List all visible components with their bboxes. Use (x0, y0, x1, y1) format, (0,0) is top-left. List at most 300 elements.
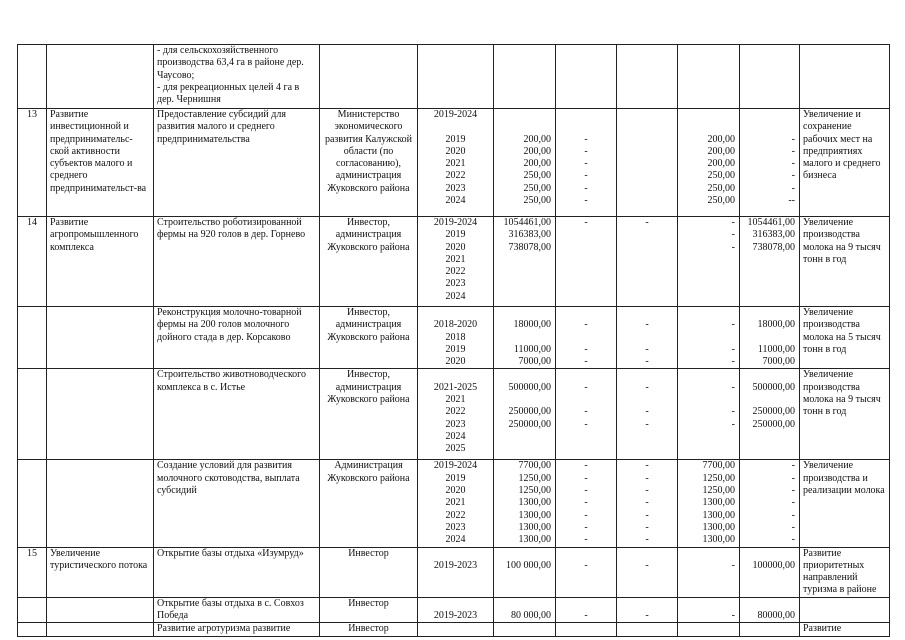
years-cell-value: 2020 (445, 145, 466, 157)
federal-budget-cell-value: - (584, 319, 588, 331)
years-cell-value: 2025 (445, 443, 466, 455)
regional-budget-cell-value (620, 307, 674, 319)
local-budget-cell-value: - (731, 356, 735, 368)
total-amount-cell (494, 45, 556, 109)
expected-result-cell (800, 307, 890, 369)
event-cell-text: Строительство животноводческого комплекса в с. Истье (157, 369, 307, 393)
local-budget-cell-value (681, 121, 735, 133)
total-amount-cell-value (497, 109, 551, 121)
regional-budget-cell-value: - (645, 460, 649, 472)
event-cell (154, 307, 320, 369)
total-amount-cell (494, 307, 556, 369)
extra-budget-cell-value: - (791, 182, 795, 194)
total-amount-cell-value: 250,00 (523, 195, 551, 207)
local-budget-cell-value (681, 109, 735, 121)
table-row (18, 597, 890, 623)
federal-budget-cell-value: - (584, 472, 588, 484)
federal-budget-cell-value (559, 242, 613, 254)
executor-cell (320, 460, 418, 547)
event-cell (154, 547, 320, 597)
years-cell-value: 2020 (445, 485, 466, 497)
regional-budget-cell-value (620, 278, 674, 290)
local-budget-cell-value: - (731, 343, 735, 355)
regional-budget-cell-value: - (645, 497, 649, 509)
federal-budget-cell-value (559, 229, 613, 241)
total-amount-cell-value: 200,00 (523, 133, 551, 145)
federal-budget-cell-value (559, 291, 613, 303)
executor-cell (320, 623, 418, 637)
regional-budget-cell-value (620, 431, 674, 443)
extra-budget-cell-value: - (791, 509, 795, 521)
local-budget-cell-value: - (731, 229, 735, 241)
total-amount-cell-value: 1250,00 (518, 485, 551, 497)
row-number-cell-text: 15 (27, 547, 37, 559)
federal-budget-cell (556, 307, 617, 369)
executor-cell-text: Инвестор, администрация Жуковского района (327, 369, 410, 406)
expected-result-cell-text: Увеличение производства молока на 9 тысяч тонн в год (803, 217, 881, 265)
regional-budget-cell (617, 307, 678, 369)
federal-budget-cell (556, 460, 617, 547)
local-budget-cell-value: 1300,00 (702, 497, 735, 509)
extra-budget-cell (740, 369, 800, 460)
total-amount-cell-value: 1054461,00 (503, 217, 551, 228)
event-cell-text: Открытие базы отдыха «Изумруд» (157, 547, 304, 559)
table-row (18, 217, 890, 307)
event-cell (154, 460, 320, 547)
federal-budget-cell-value: - (584, 195, 588, 207)
federal-budget-cell (556, 369, 617, 460)
local-budget-cell-value: - (731, 610, 735, 622)
row-number-cell-text: 14 (27, 217, 37, 228)
years-cell (418, 597, 494, 623)
federal-budget-cell-value (559, 121, 613, 133)
federal-budget-cell-value (559, 443, 613, 455)
event-cell (154, 597, 320, 623)
row-number-cell (18, 547, 47, 597)
federal-budget-cell-value: - (584, 145, 588, 157)
row-number-cell (18, 109, 47, 217)
years-cell (418, 109, 494, 217)
years-cell-value (418, 121, 493, 133)
regional-budget-cell-value (620, 598, 674, 610)
years-cell-value: 2018 (445, 331, 466, 343)
regional-budget-cell-value: - (645, 559, 649, 571)
years-cell-value: 2019-2023 (433, 610, 478, 622)
regional-budget-cell (617, 109, 678, 217)
local-budget-cell-value: 250,00 (707, 195, 735, 207)
total-amount-cell-value: 738078,00 (508, 241, 551, 253)
expected-result-cell (800, 109, 890, 217)
extra-budget-cell-value: - (791, 158, 795, 170)
total-amount-cell-value (497, 332, 551, 344)
extra-budget-cell (740, 597, 800, 623)
federal-budget-cell-value (559, 369, 613, 381)
years-cell-value: 2020 (445, 241, 466, 253)
total-amount-cell-value (497, 266, 551, 278)
federal-budget-cell (556, 597, 617, 623)
federal-budget-cell (556, 109, 617, 217)
local-budget-cell (678, 45, 740, 109)
row-number-cell (18, 217, 47, 307)
event-cell (154, 45, 320, 109)
federal-budget-cell-value: - (584, 521, 588, 533)
local-budget-cell-value: 1250,00 (702, 472, 735, 484)
regional-budget-cell-value (620, 369, 674, 381)
extra-budget-cell-value: - (791, 472, 795, 484)
expected-result-cell (800, 547, 890, 597)
federal-budget-cell-value: - (584, 509, 588, 521)
local-budget-cell-value: 1300,00 (702, 534, 735, 546)
event-cell (154, 369, 320, 460)
direction-cell-text: Развитие инвестиционной и предпринимательс-ской активности субъектов малого и среднего предпринимательст-ва (50, 109, 147, 194)
local-budget-cell-value: - (731, 559, 735, 571)
total-amount-cell-value (497, 431, 551, 443)
local-budget-cell-value (681, 394, 735, 406)
executor-cell-text: Инвестор (348, 623, 389, 635)
total-amount-cell (494, 547, 556, 597)
regional-budget-cell-value (620, 443, 674, 455)
regional-budget-cell-value: - (645, 534, 649, 546)
regional-budget-cell (617, 217, 678, 307)
extra-budget-cell-value (743, 443, 795, 455)
extra-budget-cell-value: - (791, 133, 795, 145)
federal-budget-cell (556, 217, 617, 307)
regional-budget-cell-value: - (645, 343, 649, 355)
regional-budget-cell-value (620, 183, 674, 195)
federal-budget-cell-value: - (584, 485, 588, 497)
federal-budget-cell-value (559, 266, 613, 278)
expected-result-cell (800, 460, 890, 547)
extra-budget-cell-value (743, 369, 795, 381)
local-budget-cell-value (681, 254, 735, 266)
extra-budget-cell-value: -- (788, 195, 795, 207)
local-budget-cell-value: - (731, 319, 735, 331)
extra-budget-cell-value (743, 291, 795, 303)
extra-budget-cell-value (743, 332, 795, 344)
regional-budget-cell (617, 597, 678, 623)
regional-budget-cell (617, 369, 678, 460)
local-budget-cell-value (681, 291, 735, 303)
years-cell-value: 2022 (445, 266, 466, 278)
row-number-cell (18, 45, 47, 109)
total-amount-cell-value (497, 598, 551, 610)
direction-cell-text: Развитие агропромышленного комплекса (50, 217, 139, 253)
local-budget-cell-value: 1250,00 (702, 485, 735, 497)
event-cell-text: Строительство роботизированной фермы на 920 голов в дер. Горнево (157, 217, 306, 241)
local-budget-cell-value: 200,00 (707, 158, 735, 170)
executor-cell (320, 369, 418, 460)
federal-budget-cell-value: - (584, 534, 588, 546)
years-cell (418, 460, 494, 547)
local-budget-cell (678, 623, 740, 637)
local-budget-cell (678, 460, 740, 547)
regional-budget-cell-value: - (645, 356, 649, 368)
event-cell-text: Развитие агротуризма развитие (157, 623, 291, 635)
executor-cell-text: Инвестор (348, 547, 389, 559)
table-row (18, 45, 890, 109)
years-cell-value: 2021 (445, 394, 466, 406)
federal-budget-cell-value: - (584, 170, 588, 182)
executor-cell-text: Инвестор (348, 597, 389, 609)
local-budget-cell (678, 547, 740, 597)
extra-budget-cell-value: - (791, 497, 795, 509)
total-amount-cell-value (497, 548, 551, 560)
total-amount-cell-value (497, 121, 551, 133)
federal-budget-cell-value (559, 109, 613, 121)
local-budget-cell-value: 200,00 (707, 145, 735, 157)
extra-budget-cell-value: 250000,00 (752, 406, 795, 418)
local-budget-cell-value: - (731, 241, 735, 253)
document-page (17, 44, 889, 635)
direction-cell (47, 623, 154, 637)
extra-budget-cell (740, 547, 800, 597)
local-budget-cell-value (681, 266, 735, 278)
total-amount-cell-value: 250,00 (523, 170, 551, 182)
federal-budget-cell-value: - (584, 497, 588, 509)
years-cell-value: 2023 (445, 182, 466, 194)
expected-result-cell (800, 45, 890, 109)
years-cell (418, 547, 494, 597)
regional-budget-cell-value (620, 548, 674, 560)
direction-cell (47, 369, 154, 460)
local-budget-cell-value (681, 548, 735, 560)
total-amount-cell (494, 460, 556, 547)
regional-budget-cell-value: - (645, 418, 649, 430)
local-budget-cell (678, 307, 740, 369)
regional-budget-cell-value (620, 109, 674, 121)
expected-result-cell (800, 623, 890, 637)
local-budget-cell-value: - (731, 381, 735, 393)
years-cell-value: 2023 (445, 278, 466, 290)
local-budget-cell-value: 250,00 (707, 170, 735, 182)
event-cell (154, 217, 320, 307)
extra-budget-cell-value: 250000,00 (752, 418, 795, 430)
total-amount-cell-value: 1300,00 (518, 534, 551, 546)
extra-budget-cell-value (743, 109, 795, 121)
row-number-cell (18, 623, 47, 637)
years-cell-value: 2019 (445, 343, 466, 355)
total-amount-cell (494, 623, 556, 637)
years-cell-value: 2024 (445, 290, 466, 302)
federal-budget-cell-value: - (584, 343, 588, 355)
table-row (18, 109, 890, 217)
total-amount-cell-value: 11000,00 (513, 343, 551, 355)
row-number-cell (18, 307, 47, 369)
executor-cell (320, 307, 418, 369)
regional-budget-cell (617, 460, 678, 547)
direction-cell (47, 45, 154, 109)
extra-budget-cell-value (743, 548, 795, 560)
expected-result-cell-text: Развитие приоритетных направлений туризма в районе (803, 547, 877, 596)
regional-budget-cell-value: - (645, 610, 649, 622)
years-cell-value: 2024 (445, 430, 466, 442)
extra-budget-cell-value: - (791, 145, 795, 157)
total-amount-cell (494, 369, 556, 460)
local-budget-cell-value (681, 443, 735, 455)
regional-budget-cell-value: - (645, 406, 649, 418)
total-amount-cell (494, 597, 556, 623)
total-amount-cell-value (497, 254, 551, 266)
event-cell-text: Открытие базы отдыха в с. Совхоз Победа (157, 597, 304, 622)
federal-budget-cell-value: - (584, 182, 588, 194)
years-cell-value: 2019 (445, 133, 466, 145)
total-amount-cell-value: 80 000,00 (511, 610, 551, 622)
row-number-cell (18, 369, 47, 460)
regional-budget-cell (617, 45, 678, 109)
direction-cell (47, 307, 154, 369)
years-cell-value: 2022 (445, 509, 466, 521)
extra-budget-cell-value (743, 278, 795, 290)
program-table (17, 44, 890, 637)
expected-result-cell-text: Увеличение производства молока на 5 тысяч тонн в год (803, 307, 881, 355)
row-number-cell (18, 597, 47, 623)
total-amount-cell-value: 250000,00 (508, 418, 551, 430)
regional-budget-cell (617, 547, 678, 597)
extra-budget-cell (740, 623, 800, 637)
total-amount-cell-value: 1300,00 (518, 497, 551, 509)
federal-budget-cell-value (559, 394, 613, 406)
executor-cell (320, 597, 418, 623)
local-budget-cell-value (681, 369, 735, 381)
extra-budget-cell-value: 80000,00 (757, 610, 795, 622)
expected-result-cell-text: Увеличение производства молока на 9 тысяч тонн в год (803, 369, 881, 418)
direction-cell (47, 109, 154, 217)
regional-budget-cell-value: - (645, 381, 649, 393)
extra-budget-cell-value (743, 254, 795, 266)
total-amount-cell-value: 200,00 (523, 145, 551, 157)
regional-budget-cell-value: - (645, 217, 649, 228)
years-cell-value: 2021 (445, 497, 466, 509)
total-amount-cell-value (497, 369, 551, 381)
federal-budget-cell-value: - (584, 133, 588, 145)
total-amount-cell (494, 109, 556, 217)
extra-budget-cell-value: - (791, 170, 795, 182)
local-budget-cell-value (681, 598, 735, 610)
extra-budget-cell-value: 18000,00 (757, 319, 795, 331)
total-amount-cell-value: 1250,00 (518, 472, 551, 484)
total-amount-cell-value: 18000,00 (513, 319, 551, 331)
extra-budget-cell-value: 500000,00 (752, 381, 795, 393)
years-cell-value: 2019-2024 (433, 217, 478, 228)
local-budget-cell (678, 109, 740, 217)
executor-cell-text: Инвестор, администрация Жуковского района (327, 307, 410, 343)
executor-cell-text: Министерство экономического развития Калужской области (по согласованию), администрация Жуковского района (324, 109, 413, 194)
years-cell-value: 2023 (445, 521, 466, 533)
total-amount-cell-value: 100 000,00 (506, 559, 551, 571)
local-budget-cell-value: 250,00 (707, 182, 735, 194)
extra-budget-cell-value: - (791, 460, 795, 472)
total-amount-cell-value: 1300,00 (518, 509, 551, 521)
federal-budget-cell-value (559, 431, 613, 443)
direction-cell-text: Увеличение туристического потока (50, 547, 148, 571)
federal-budget-cell-value: - (584, 217, 588, 228)
extra-budget-cell-value: 7000,00 (762, 356, 795, 368)
federal-budget-cell-value (559, 278, 613, 290)
event-cell (154, 109, 320, 217)
executor-cell-text: Администрация Жуковского района (327, 460, 410, 484)
regional-budget-cell-value (620, 242, 674, 254)
local-budget-cell-value: 1300,00 (702, 521, 735, 533)
regional-budget-cell-value: - (645, 472, 649, 484)
table-row (18, 369, 890, 460)
years-cell-value: 2024 (445, 195, 466, 207)
federal-budget-cell-value (559, 332, 613, 344)
regional-budget-cell-value: - (645, 485, 649, 497)
years-cell-value: 2021 (445, 158, 466, 170)
expected-result-cell (800, 597, 890, 623)
total-amount-cell-value: 7700,00 (518, 460, 551, 472)
local-budget-cell (678, 217, 740, 307)
years-cell (418, 307, 494, 369)
expected-result-cell-text: Развитие (803, 623, 842, 635)
executor-cell (320, 45, 418, 109)
extra-budget-cell-value: - (791, 485, 795, 497)
extra-budget-cell-value (743, 431, 795, 443)
years-cell-value: 2019-2023 (433, 559, 478, 571)
executor-cell-text: Инвестор, администрация Жуковского района (327, 217, 410, 253)
regional-budget-cell-value (620, 266, 674, 278)
years-cell-value: 2019-2024 (433, 460, 478, 472)
federal-budget-cell-value: - (584, 381, 588, 393)
regional-budget-cell-value (620, 394, 674, 406)
years-cell-value: 2023 (445, 418, 466, 430)
regional-budget-cell-value: - (645, 319, 649, 331)
local-budget-cell-value: 7700,00 (702, 460, 735, 472)
event-cell-text: - для сельскохозяйственного производства 63,4 га в районе дер. Чаусово; - для рекреационных целей 4 га в дер. Чернишня (157, 45, 304, 106)
local-budget-cell (678, 369, 740, 460)
extra-budget-cell-value (743, 598, 795, 610)
regional-budget-cell-value (620, 146, 674, 158)
expected-result-cell (800, 217, 890, 307)
total-amount-cell-value (497, 307, 551, 319)
extra-budget-cell-value (743, 121, 795, 133)
local-budget-cell (678, 597, 740, 623)
years-cell-value (418, 369, 493, 381)
expected-result-cell (800, 369, 890, 460)
years-cell (418, 45, 494, 109)
extra-budget-cell-value (743, 307, 795, 319)
years-cell-value: 2024 (445, 534, 466, 546)
extra-budget-cell-value: 738078,00 (752, 241, 795, 253)
event-cell-text: Создание условий для развития молочного скотоводства, выплата субсидий (157, 460, 300, 497)
regional-budget-cell-value (620, 134, 674, 146)
regional-budget-cell-value (620, 254, 674, 266)
event-cell (154, 623, 320, 637)
row-number-cell-text: 13 (27, 109, 37, 120)
total-amount-cell-value: 250000,00 (508, 406, 551, 418)
extra-budget-cell-value: 316383,00 (752, 229, 795, 241)
federal-budget-cell-value: - (584, 418, 588, 430)
table-row (18, 307, 890, 369)
table-row (18, 623, 890, 637)
federal-budget-cell-value (559, 548, 613, 560)
years-cell-value (418, 307, 493, 319)
years-cell-value: 2018-2020 (433, 319, 478, 331)
extra-budget-cell-value: 100000,00 (752, 559, 795, 571)
total-amount-cell-value (497, 443, 551, 455)
executor-cell (320, 109, 418, 217)
expected-result-cell-text: Увеличение производства и реализации молока (803, 460, 885, 497)
federal-budget-cell (556, 547, 617, 597)
federal-budget-cell-value: - (584, 460, 588, 472)
direction-cell (47, 597, 154, 623)
federal-budget-cell-value: - (584, 356, 588, 368)
years-cell-value: 2019-2024 (433, 109, 478, 120)
local-budget-cell-value: 1300,00 (702, 509, 735, 521)
regional-budget-cell-value (620, 291, 674, 303)
regional-budget-cell-value: - (645, 521, 649, 533)
extra-budget-cell (740, 45, 800, 109)
